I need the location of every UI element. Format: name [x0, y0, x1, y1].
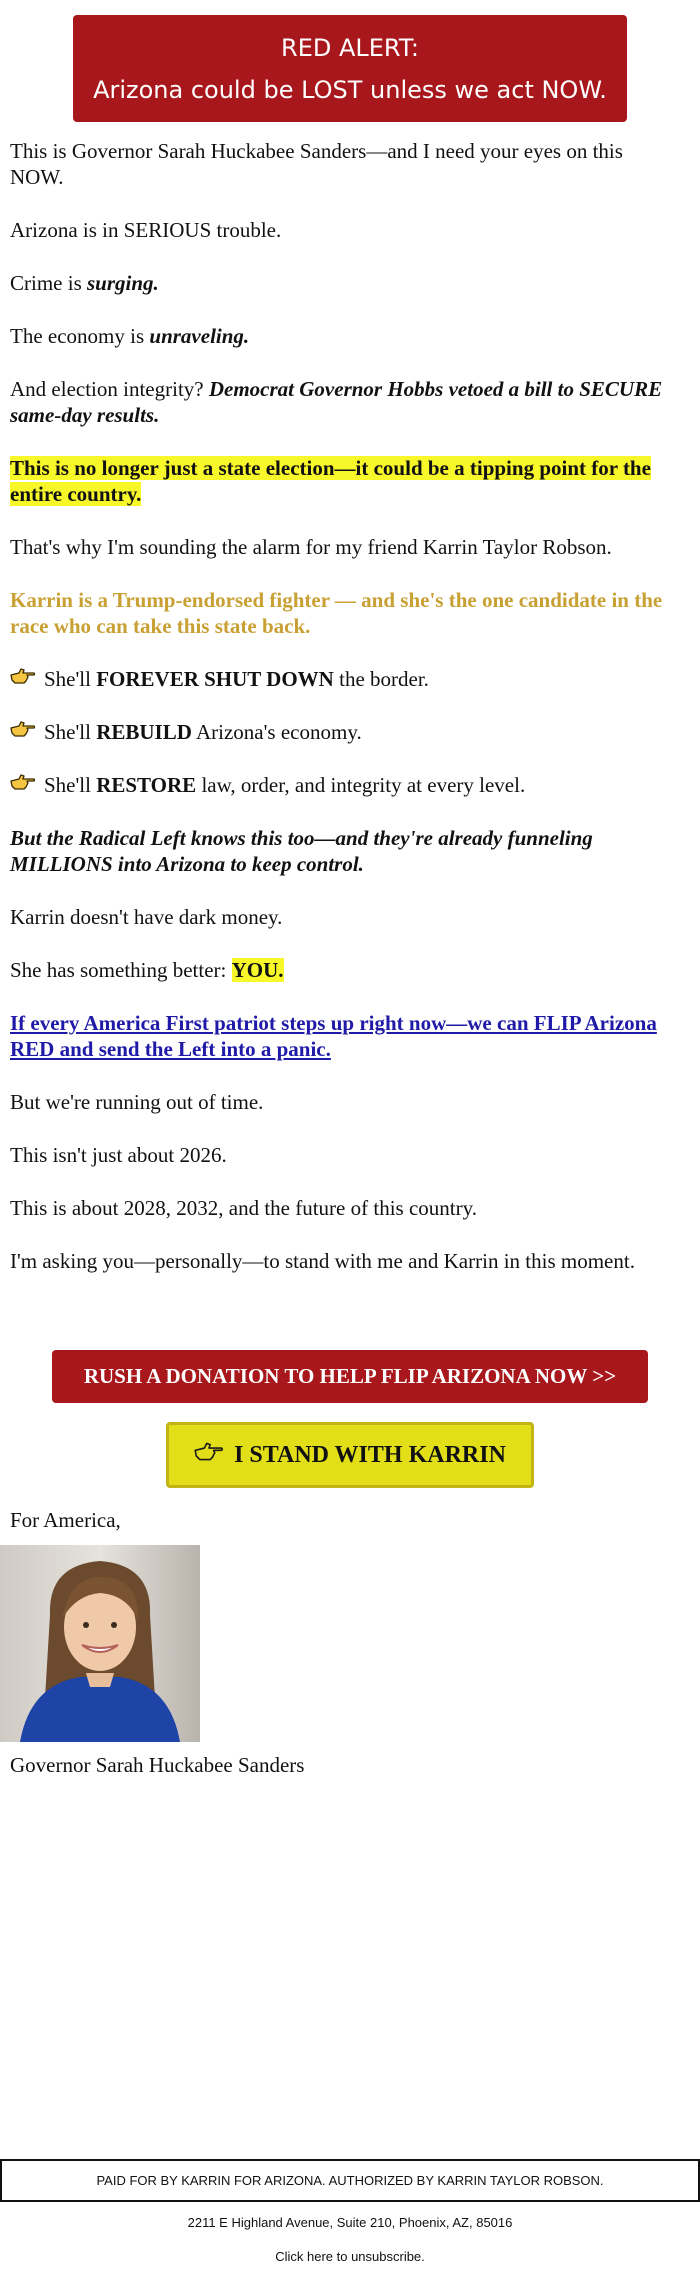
alert-banner-title: RED ALERT:: [281, 34, 419, 62]
pointing-hand-icon: [194, 1440, 224, 1470]
bullet-item: [10, 666, 680, 692]
alert-banner: [73, 15, 627, 122]
paragraph-you: [10, 957, 680, 983]
you-highlight: YOU.: [231, 958, 284, 982]
paragraph-intro: This is Governor Sarah Huckabee Sanders—and I need your eyes on this NOW.: [10, 139, 623, 189]
bullet-suffix: the border.: [333, 667, 429, 691]
pointing-hand-icon: [10, 772, 36, 798]
alert-banner-message: Arizona could be LOST unless we act NOW.: [93, 76, 607, 104]
economy-prefix: The economy is: [10, 324, 150, 348]
pointing-hand-icon: [10, 666, 36, 692]
bullet-prefix: She'll: [44, 773, 97, 797]
bullet-suffix: law, order, and integrity at every level.: [196, 773, 526, 797]
paragraph-out-of-time: But we're running out of time.: [10, 1090, 264, 1114]
pointing-hand-icon: [10, 719, 36, 745]
donate-button[interactable]: RUSH A DONATION TO HELP FLIP ARIZONA NOW >>: [52, 1350, 648, 1403]
paragraph-future: This is about 2028, 2032, and the future of this country.: [10, 1196, 477, 1220]
stand-with-karrin-button[interactable]: [166, 1422, 534, 1488]
crime-prefix: Crime is: [10, 271, 87, 295]
paragraph-economy: [10, 323, 680, 349]
paragraph-dark-money: Karrin doesn't have dark money.: [10, 905, 283, 929]
election-prefix: And election integrity?: [10, 377, 209, 401]
mailing-address: 2211 E Highland Avenue, Suite 210, Phoenix, AZ, 85016: [187, 2215, 513, 2230]
paragraph-trouble: Arizona is in SERIOUS trouble.: [10, 218, 282, 242]
bullet-prefix: She'll: [44, 667, 97, 691]
stand-button-label: I STAND WITH KARRIN: [234, 1441, 506, 1468]
economy-emphasis: unraveling.: [149, 324, 250, 348]
unsubscribe-link[interactable]: Click here to unsubscribe.: [275, 2249, 425, 2264]
election-emphasis: Democrat Governor Hobbs vetoed a bill to SECURE same-day results.: [10, 377, 663, 427]
crime-emphasis: surging.: [87, 271, 159, 295]
bullet-bold: RESTORE: [96, 773, 197, 797]
bullet-item: [10, 772, 680, 798]
paragraph-election: [10, 376, 680, 428]
paragraph-ask: I'm asking you—personally—to stand with me and Karrin in this moment.: [10, 1249, 635, 1273]
governor-photo: [0, 1545, 200, 1742]
paragraph-2026: This isn't just about 2026.: [10, 1143, 227, 1167]
signoff-name: Governor Sarah Huckabee Sanders: [10, 1753, 305, 1777]
bullet-suffix: Arizona's economy.: [191, 720, 362, 744]
signoff-closing: For America,: [10, 1508, 121, 1532]
paragraph-crime: [10, 270, 680, 296]
paragraph-flip-link-container: [10, 1010, 680, 1062]
flip-arizona-link[interactable]: If every America First patriot steps up right now—we can FLIP Arizona RED and send the Left into a panic.: [10, 1011, 657, 1061]
paid-for-text: PAID FOR BY KARRIN FOR ARIZONA. AUTHORIZED BY KARRIN TAYLOR ROBSON.: [96, 2173, 604, 2188]
paragraph-tipping-point: [10, 455, 680, 507]
tipping-point-highlight: This is no longer just a state election—it could be a tipping point for the entire country.: [10, 456, 651, 506]
paragraph-alarm: That's why I'm sounding the alarm for my friend Karrin Taylor Robson.: [10, 535, 612, 559]
bullet-prefix: She'll: [44, 720, 97, 744]
paragraph-radical-left: But the Radical Left knows this too—and they're already funneling MILLIONS into Arizona to keep control.: [10, 826, 593, 876]
you-prefix: She has something better:: [10, 958, 232, 982]
paragraph-endorsement: Karrin is a Trump-endorsed fighter — and she's the one candidate in the race who can take this state back.: [10, 588, 663, 638]
bullet-bold: REBUILD: [96, 720, 192, 744]
bullet-bold: FOREVER SHUT DOWN: [96, 667, 334, 691]
bullet-item: [10, 719, 680, 745]
paid-for-disclaimer: [0, 2159, 700, 2202]
email-body: [10, 138, 680, 1301]
